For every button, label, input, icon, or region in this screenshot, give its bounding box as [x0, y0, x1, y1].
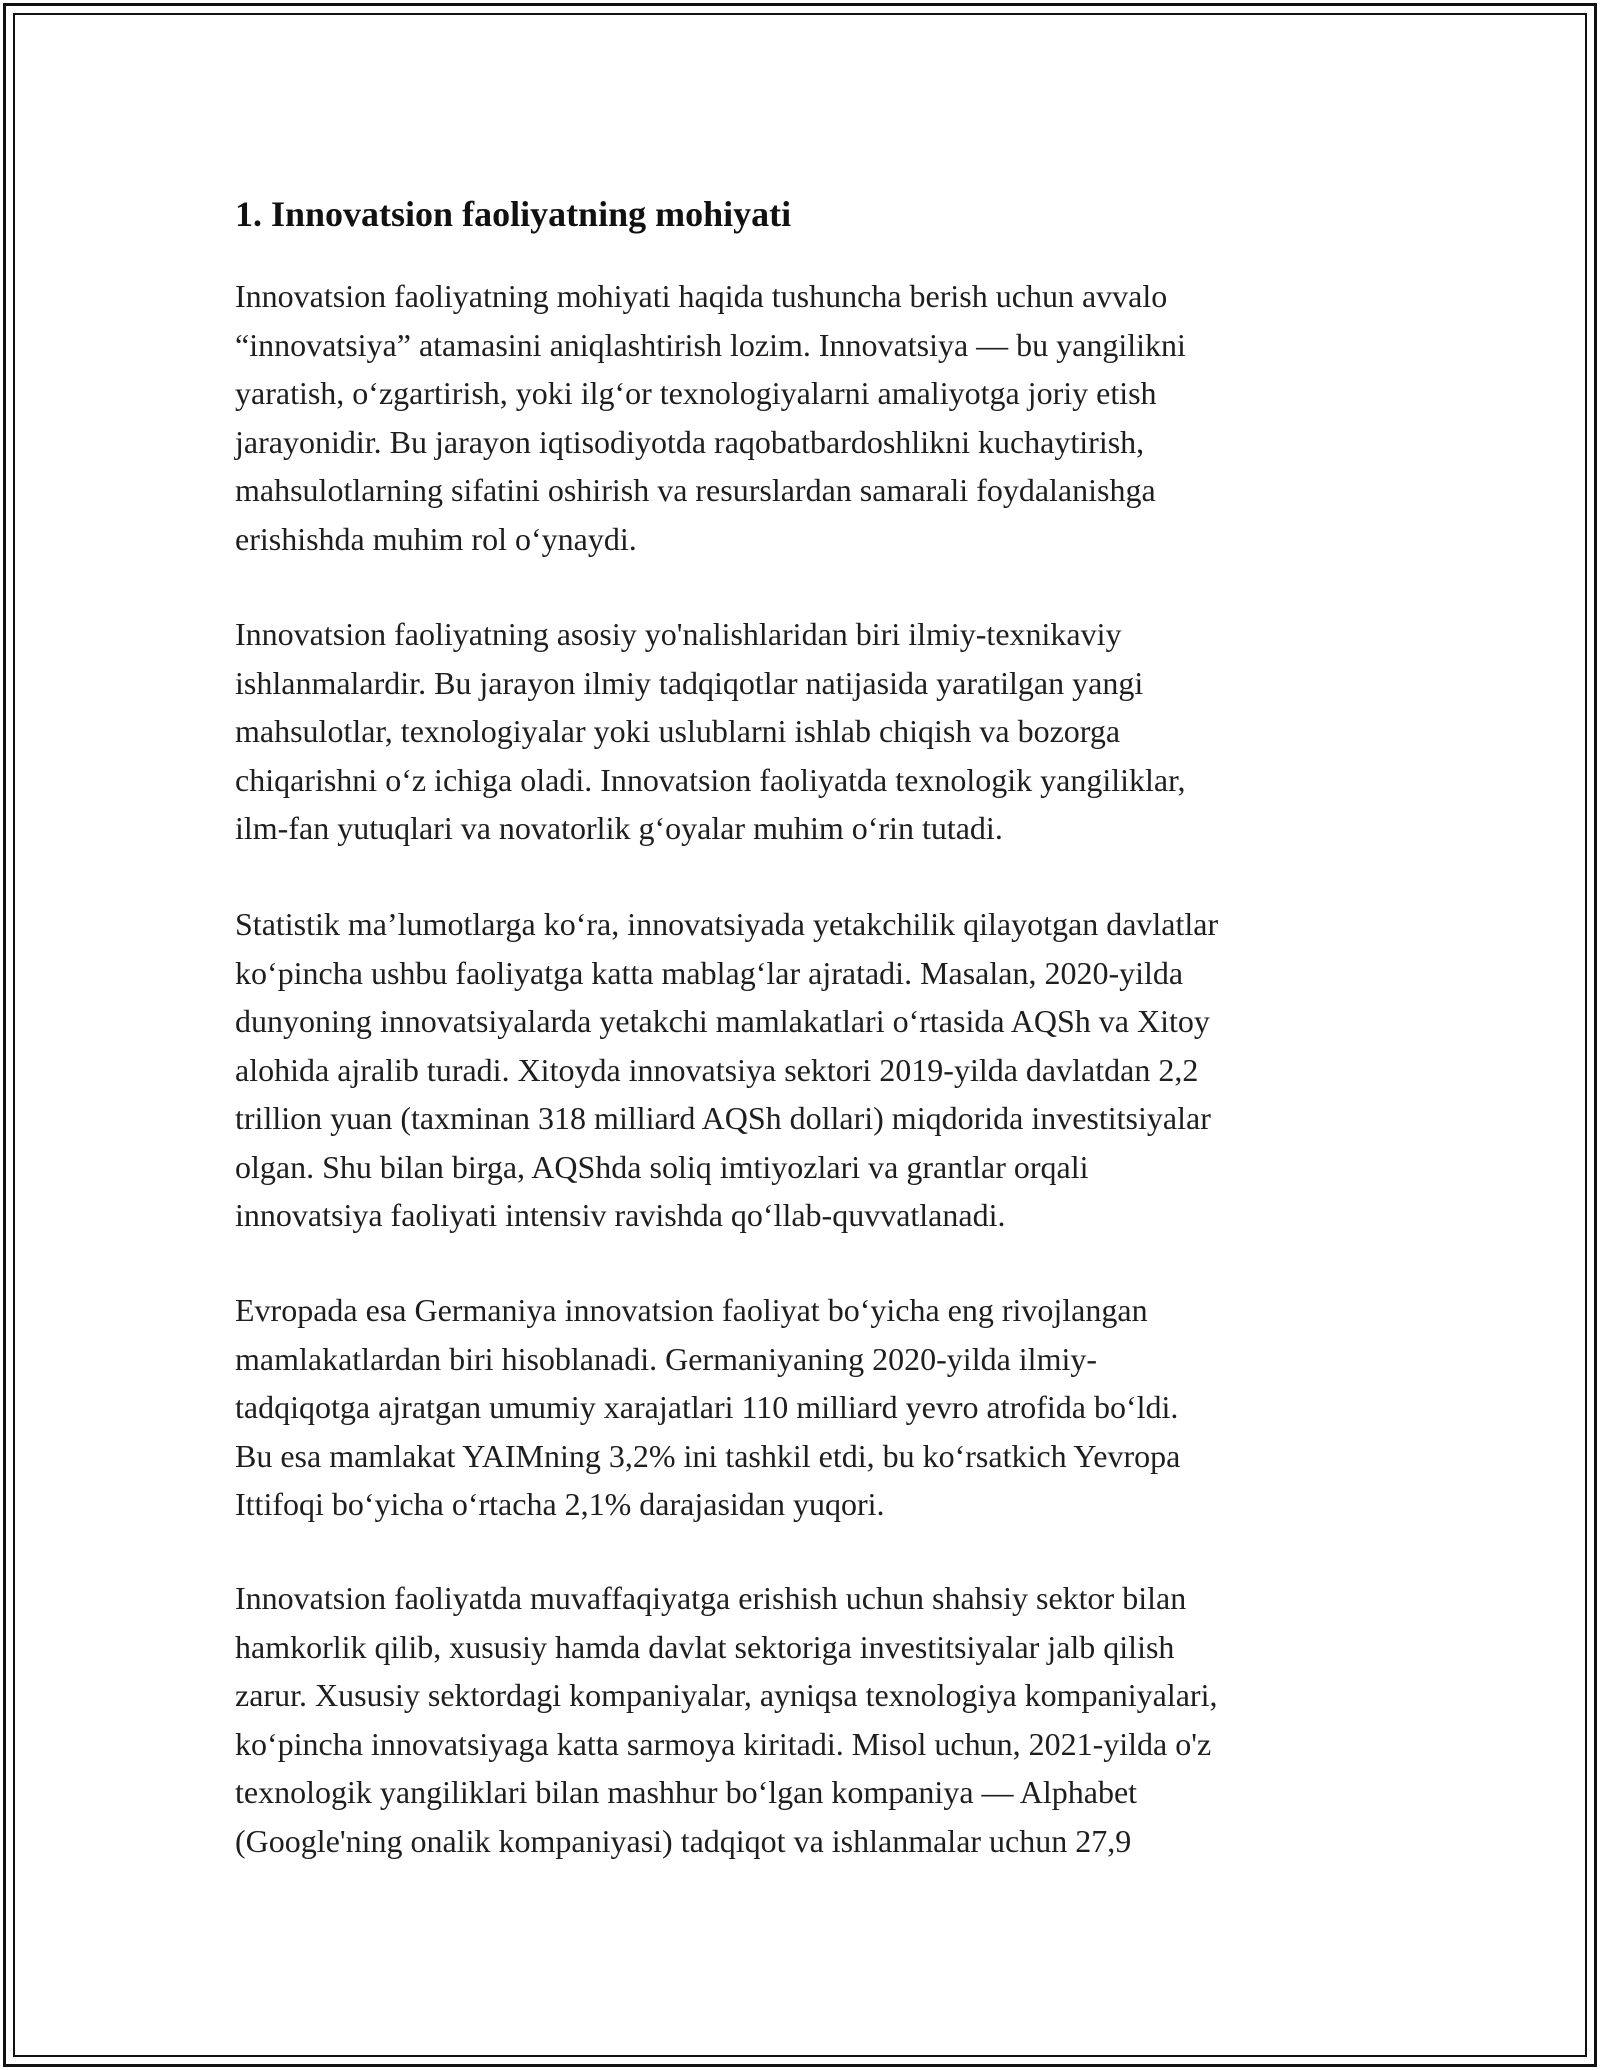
- text-line: alohida ajralib turadi. Xitoyda innovatsiya sektori 2019-yilda davlatdan 2,2: [235, 1051, 1199, 1088]
- text-line: texnologik yangiliklari bilan mashhur bo‘lgan kompaniya — Alphabet: [235, 1774, 1138, 1810]
- text-line: Innovatsion faoliyatda muvaffaqiyatga erishish uchun shahsiy sektor bilan: [235, 1580, 1187, 1616]
- text-line: Ittifoqi bo‘yicha o‘rtacha 2,1% darajasidan yuqori.: [235, 1486, 885, 1522]
- text-line: Innovatsion faoliyatning mohiyati haqida tushuncha berish uchun avvalo: [235, 278, 1168, 314]
- text-line: ko‘pincha innovatsiyaga katta sarmoya kiritadi. Misol uchun, 2021-yilda o'z: [235, 1725, 1212, 1762]
- text-line: erishishda muhim rol o‘ynaydi.: [235, 520, 637, 557]
- text-line: Innovatsion faoliyatning asosiy yo'nalishlaridan biri ilmiy-texnikaviy: [235, 616, 1122, 652]
- text-line: hamkorlik qilib, xususiy hamda davlat sektoriga investitsiyalar jalb qilish: [235, 1628, 1175, 1665]
- text-line: ilm-fan yutuqlari va novatorlik g‘oyalar muhim o‘rin tutadi.: [235, 810, 1003, 846]
- text-line: (Google'ning onalik kompaniyasi) tadqiqot va ishlanmalar uchun 27,9: [235, 1822, 1132, 1859]
- paragraph-scientific-development: [235, 610, 1185, 853]
- paragraph-innovation-definition: [235, 272, 1186, 563]
- text-line: olgan. Shu bilan birga, AQShda soliq imtiyozlari va grantlar orqali: [235, 1148, 1089, 1185]
- text-line: dunyoning innovatsiyalarda yetakchi mamlakatlari o‘rtasida AQSh va Xitoy: [235, 1003, 1210, 1039]
- text-line: Evropada esa Germaniya innovatsion faoliyat bo‘yicha eng rivojlangan: [235, 1292, 1148, 1328]
- text-line: “innovatsiya” atamasini aniqlashtirish lozim. Innovatsiya — bu yangilikni: [235, 326, 1186, 363]
- section-heading: 1. Innovatsion faoliyatning mohiyati: [235, 194, 792, 234]
- text-line: chiqarishni o‘z ichiga oladi. Innovatsion faoliyatda texnologik yangiliklar,: [235, 761, 1186, 798]
- text-line: jarayonidir. Bu jarayon iqtisodiyotda raqobatbardoshlikni kuchaytirish,: [235, 423, 1145, 460]
- paragraph-private-sector: [235, 1574, 1217, 1865]
- text-line: Statistik ma’lumotlarga ko‘ra, innovatsiyada yetakchilik qilayotgan davlatlar: [235, 906, 1219, 942]
- text-line: zarur. Xususiy sektordagi kompaniyalar, ayniqsa texnologiya kompaniyalari,: [235, 1677, 1218, 1713]
- text-line: mahsulotlar, texnologiyalar yoki uslublarni ishlab chiqish va bozorga: [235, 713, 1121, 749]
- text-line: yaratish, o‘zgartirish, yoki ilg‘or texnologiyalarni amaliyotga joriy etish: [235, 375, 1157, 411]
- document-body: [235, 190, 1385, 1859]
- text-line: innovatsiya faoliyati intensiv ravishda qo‘llab-quvvatlanadi.: [235, 1197, 1006, 1233]
- paragraph-statistics: [235, 900, 1218, 1240]
- text-line: ko‘pincha ushbu faoliyatga katta mablag‘lar ajratadi. Masalan, 2020-yilda: [235, 954, 1184, 991]
- paragraph-germany: [235, 1286, 1180, 1529]
- text-line: trillion yuan (taxminan 318 milliard AQSh dollari) miqdorida investitsiyalar: [235, 1100, 1211, 1136]
- text-line: Bu esa mamlakat YAIMning 3,2% ini tashkil etdi, bu ko‘rsatkich Yevropa: [235, 1437, 1181, 1474]
- text-line: tadqiqotga ajratgan umumiy xarajatlari 110 milliard yevro atrofida bo‘ldi.: [235, 1389, 1179, 1425]
- text-line: mahsulotlarning sifatini oshirish va resurslardan samarali foydalanishga: [235, 472, 1156, 508]
- text-line: mamlakatlardan biri hisoblanadi. Germaniyaning 2020-yilda ilmiy-: [235, 1340, 1097, 1377]
- text-line: ishlanmalardir. Bu jarayon ilmiy tadqiqotlar natijasida yaratilgan yangi: [235, 664, 1144, 701]
